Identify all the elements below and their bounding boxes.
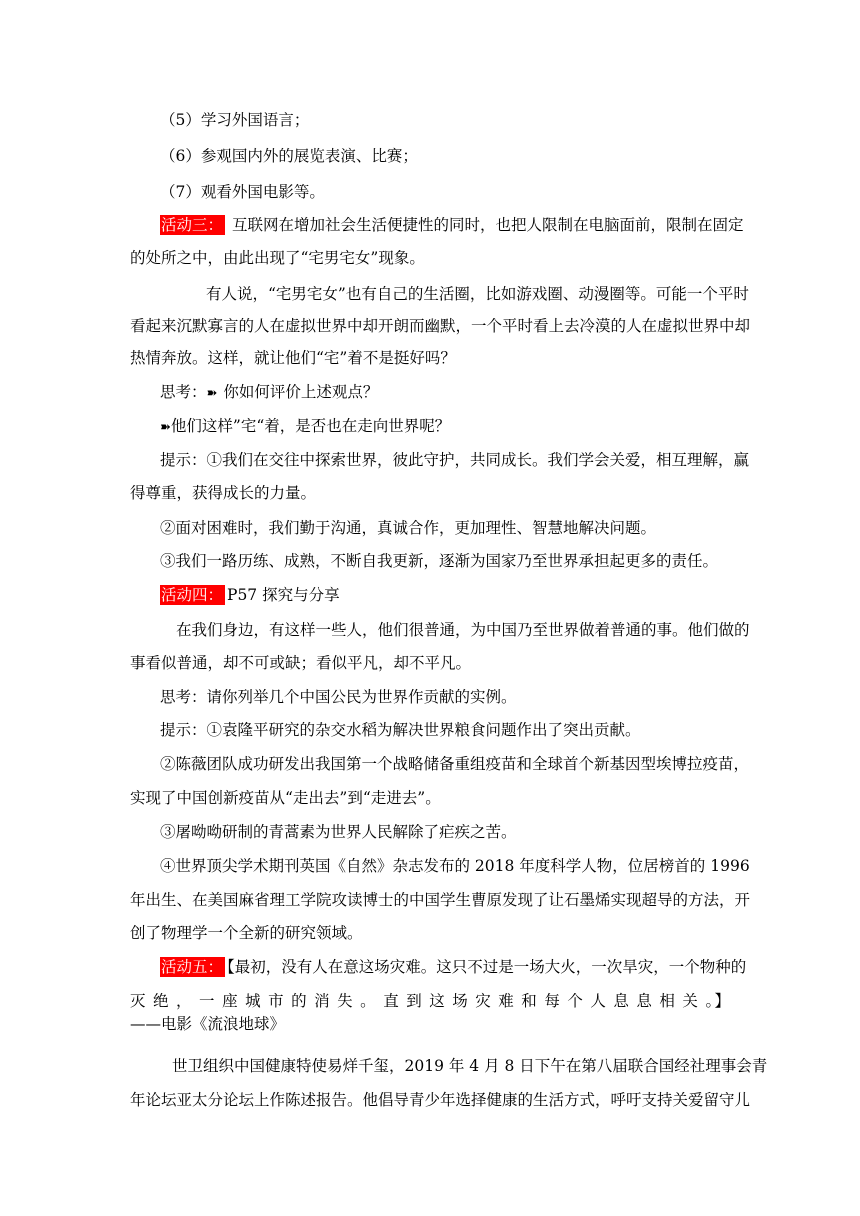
think-line-1: [160, 380, 760, 406]
activity-4-line: [160, 583, 760, 607]
hint-line: ④世界顶尖学术期刊英国《自然》杂志发布的 2018 年度科学人物，位居榜首的 1996: [160, 857, 750, 875]
hint-line: 得尊重，获得成长的力量。: [130, 484, 317, 502]
think-question: 他们这样”宅“着，是否也在走向世界呢？: [170, 417, 451, 435]
hint-line: 年出生、在美国麻省理工学院攻读博士的中国学生曹原发现了让石墨烯实现超导的方法，开: [130, 891, 751, 909]
activity-5-line: [160, 955, 747, 979]
paragraph-line: 事看似普通，却不可或缺；看似平凡，却不平凡。: [130, 654, 472, 672]
activity-4-label: 活动四：: [161, 586, 224, 604]
think-line-3: 思考：请你列举几个中国公民为世界作贡献的实例。: [160, 688, 517, 706]
arrow-icon: ➽: [206, 386, 218, 401]
paragraph-line: 世卫组织中国健康特使易烊千玺，2019 年 4 月 8 日下午在第八届联合国经社理事会青: [172, 1057, 768, 1075]
activity-3-label: 活动三：: [161, 216, 224, 234]
hint-line: 实现了中国创新疫苗从“走出去”到“走进去”。: [130, 789, 441, 807]
hint-line: ②面对困难时，我们勤于沟通，真诚合作，更加理性、智慧地解决问题。: [160, 519, 657, 537]
list-item-5: （5）学习外国语言；: [160, 111, 310, 129]
activity-5-text-cont: 灭 绝 ， 一 座 城 市 的 消 失 。 直 到 这 场 灾 难 和 每 个 人 息 息 相 关 。】: [130, 992, 730, 1010]
list-item-7: （7）观看外国电影等。: [160, 183, 325, 201]
think-label: 思考：: [160, 383, 207, 401]
activity-3-text: 互联网在增加社会生活便捷性的同时，也把人限制在电脑面前，限制在固定: [227, 216, 744, 234]
paragraph-line: 有人说，“宅男宅女”也有自己的生活圈，比如游戏圈、动漫圈等。可能一个平时: [206, 285, 749, 303]
activity-5-text: 【最初，没有人在意这场灾难。这只不过是一场大火，一次旱灾，一个物种的: [227, 958, 747, 976]
hint-line: 提示：①我们在交往中探索世界，彼此守护，共同成长。我们学会关爱，相互理解，赢: [160, 451, 750, 469]
activity-5-source: ——电影《流浪地球》: [130, 1015, 286, 1033]
paragraph-line: 年论坛亚太分论坛上作陈述报告。他倡导青少年选择健康的生活方式，呼吁支持关爱留守儿: [130, 1091, 751, 1109]
hint-line: ②陈薇团队成功研发出我国第一个战略储备重组疫苗和全球首个新基因型埃博拉疫苗，: [160, 755, 750, 773]
hint-line: ③屠呦呦研制的青蒿素为世界人民解除了疟疾之苦。: [160, 823, 517, 841]
paragraph-line: 看起来沉默寡言的人在虚拟世界中却开朗而幽默，一个平时看上去冷漠的人在虚拟世界中却: [130, 317, 751, 335]
paragraph-line: 在我们身边，有这样一些人，他们很普通，为中国乃至世界做着普通的事。他们做的: [176, 621, 750, 639]
hint-line: 创了物理学一个全新的研究领域。: [130, 924, 363, 942]
arrow-icon: ➽: [160, 420, 171, 435]
hint-line: 提示：①袁隆平研究的杂交水稻为解决世界粮食问题作出了突出贡献。: [160, 721, 641, 739]
hint-line: ③我们一路历练、成熟，不断自我更新，逐渐为国家乃至世界承担起更多的责任。: [160, 552, 719, 570]
activity-3-line: [160, 213, 744, 237]
activity-5-label: 活动五：: [161, 958, 224, 976]
think-line-2: [160, 414, 760, 440]
paragraph-line: 热情奔放。这样，就让他们“宅”着不是挺好吗？: [130, 349, 456, 367]
activity-4-text: P57 探究与分享: [227, 586, 340, 604]
activity-3-text-cont: 的处所之中，由此出现了“宅男宅女”现象。: [130, 249, 425, 267]
think-question: 你如何评价上述观点？: [223, 383, 379, 401]
list-item-6: （6）参观国内外的展览表演、比赛；: [160, 147, 418, 165]
